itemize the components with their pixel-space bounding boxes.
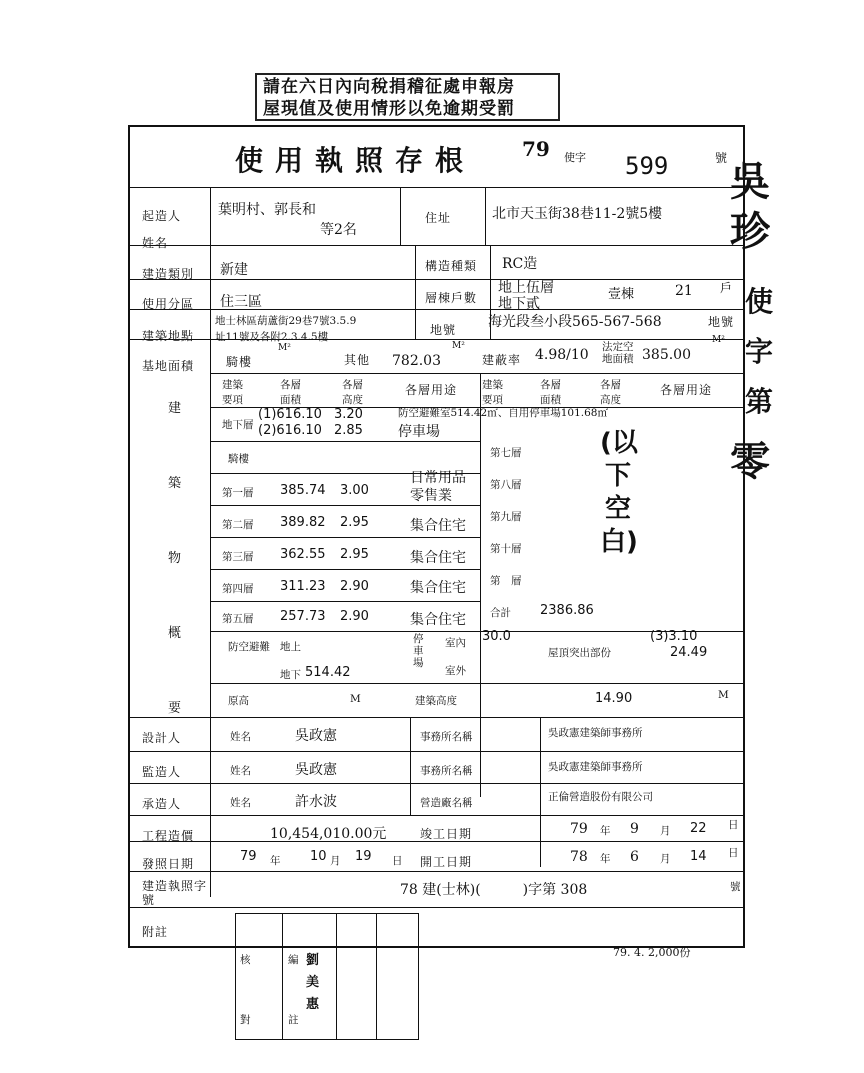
total-value: 2386.86 [540,603,594,618]
blank-note: (以下空白) [600,428,638,557]
roof-label: 屋頂突出部份 [548,647,611,659]
completion-label: 竣工日期 [420,827,473,841]
rule [130,841,745,842]
rule [210,537,480,538]
designer-office: 吳政憲建築師事務所 [548,727,643,739]
nursing-label: 原高 [228,695,249,707]
floor-use-2: 零售業 [410,488,452,504]
arcade-label: 騎樓 [226,355,253,369]
floor-name: 第二層 [222,519,254,531]
supervisor-name: 吳政憲 [295,762,337,778]
floors-below: 地下貳 [498,296,540,312]
col-height-2: 各層高度 [600,379,621,406]
total-label: 合計 [490,607,511,619]
rule [282,914,283,1039]
floor-area: 385.74 [280,483,326,498]
rule [130,339,745,340]
rule [210,441,480,442]
rule [210,505,480,506]
m2-unit: M² [452,341,465,351]
designer-office-label: 事務所名稱 [420,731,473,743]
floor-height: 2.95 [340,547,369,562]
build-type-label: 建造類別 [142,267,195,281]
designer-label: 設計人 [142,731,182,745]
floor-use: 集合住宅 [410,550,466,566]
floors-label: 層棟戶數 [425,291,478,305]
floor-area: 311.23 [280,579,326,594]
rule [400,187,401,245]
right-floor: 第八層 [490,479,522,491]
legal-open-label: 法定空地面積 [602,341,634,365]
month-char: 月 [660,853,671,865]
floor-use: 日常用品 [410,470,466,486]
rule [415,245,416,339]
stamp-line-2: 屋現值及使用情形以免逾期受罰 [263,99,515,119]
form-title: 使用執照存根 [235,144,476,177]
floor-use: 防空避難室514.42㎡、自用停車場101.68㎡ [398,407,608,419]
roof-value: 24.49 [670,645,708,660]
floor-height: 2.90 [340,579,369,594]
margin-char-1: 吳 [730,158,770,205]
right-floor: 第七層 [490,447,522,459]
parking-indoor-value: 30.0 [482,629,511,644]
m2-unit: M² [278,343,291,353]
permit-value: 78 建(士林)( )字第 308 [400,882,588,898]
side-label-5: 要 [168,701,182,716]
col-height: 各層高度 [342,379,363,406]
floor-name: 第一層 [222,487,254,499]
start-day: 14 [690,849,707,864]
contractor-label: 承造人 [142,797,182,811]
m2-unit: M² [712,335,725,345]
rule [210,683,745,684]
issue-year: 79 [240,849,257,864]
year-char: 年 [600,853,611,865]
floor-name: 第三層 [222,551,254,563]
floor-use: 集合住宅 [410,580,466,596]
height-unit: M [718,689,729,701]
address-label: 住址 [425,211,452,225]
zoning-value: 住三區 [220,294,262,310]
day-char: 日 [392,855,403,867]
edit-label: 編註 [288,954,299,1026]
cost-label: 工程造價 [142,829,195,843]
supervisor-office: 吳政憲建築師事務所 [548,761,643,773]
col-use-2: 各層用途 [660,383,713,397]
unit-label: 戶 [720,281,734,295]
start-month: 6 [630,849,639,865]
margin-char-4: 字 [745,335,774,368]
parking-indoor: 室內 [445,637,466,649]
unit-count: 21 [675,283,693,299]
year-char: 年 [600,825,611,837]
land-label: 地號 [430,323,457,337]
rule [410,717,411,815]
floor-area: 362.55 [280,547,326,562]
rule [210,187,211,897]
right-floor: 第 層 [490,575,522,587]
rule [130,717,745,718]
floor-height: 3.00 [340,483,369,498]
rule [210,569,480,570]
permit-number: 599 [625,152,669,180]
hao-label: 號 [715,151,728,165]
shelter-below: 地下 [280,669,301,681]
build-type-value: 新建 [220,262,248,278]
year-char: 年 [270,855,281,867]
notes-label: 附註 [142,925,169,939]
reviewer-signature: 劉美惠 [306,953,320,1012]
rule [485,187,486,245]
building-count: 壹棟 [608,287,635,302]
col-elem: 建築要項 [222,379,243,406]
coverage-label: 建蔽率 [482,353,522,367]
shelter-above: 地上 [280,641,301,653]
rule [130,783,745,784]
issue-month: 10 [310,849,327,864]
floor-area: 257.73 [280,609,326,624]
zoning-label: 使用分區 [142,297,195,311]
completion-day: 22 [690,821,707,836]
rule [130,187,745,188]
height-label: 建築高度 [415,695,457,707]
col-use: 各層用途 [405,383,458,397]
review-box [235,913,419,1040]
floor-name: 騎樓 [228,453,249,465]
rule [130,309,745,310]
rule [130,871,745,872]
floor-name: 地下層 [222,419,254,431]
owner-label-1: 起造人 [142,209,182,223]
floor-use: 集合住宅 [410,518,466,534]
permit-hao: 號 [730,881,741,893]
floor-height: 2.85 [334,423,363,438]
permit-label: 建造執照字號 [142,879,208,907]
check-label: 核對 [240,954,251,1026]
parking-outdoor: 室外 [445,665,466,677]
floor-area: 389.82 [280,515,326,530]
margin-char-3: 使 [745,285,774,318]
shelter-label: 防空避難 [228,641,270,653]
other-label: 其他 [344,353,371,367]
cost-value: 10,454,010.00元 [270,826,387,842]
other-value: 782.03 [392,353,441,369]
rule [210,373,745,374]
site-address-2: 址11號及各附2.3.4.5樓 [215,331,329,343]
col-elem-2: 建築要項 [482,379,503,406]
side-label-3: 物 [168,551,182,566]
rule [130,907,745,908]
structure-label: 構造種類 [425,259,478,273]
rule [540,717,541,867]
col-area: 各層面積 [280,379,301,406]
rule [336,914,337,1039]
floor-use: 集合住宅 [410,612,466,628]
start-year: 78 [570,849,588,865]
coverage-value: 4.98/10 [535,347,589,363]
issue-label: 發照日期 [142,857,195,871]
supervisor-name-label: 姓名 [230,765,251,777]
contractor-office: 正倫營造股份有限公司 [548,791,653,803]
rule [130,279,745,280]
contractor-name: 許水波 [295,794,337,810]
right-floor: 第十層 [490,543,522,555]
margin-char-6: 零 [730,438,770,485]
site-label: 建築地點 [142,329,195,343]
use-permit-form [128,125,745,948]
height-value: 14.90 [595,691,633,706]
permit-year: 79 [522,137,550,161]
owner-label-2: 姓名 [142,236,169,250]
rule [480,373,481,797]
structure-value: RC造 [502,256,538,272]
floor-name: 第四層 [222,583,254,595]
start-label: 開工日期 [420,855,473,869]
legal-open-value: 385.00 [642,347,691,363]
floor-use-2: 停車場 [398,424,440,440]
col-area-2: 各層面積 [540,379,561,406]
right-floor: 第九層 [490,511,522,523]
month-char: 月 [330,855,341,867]
area-label: 基地面積 [142,359,195,373]
day-char: 日 [728,819,739,831]
nursing-unit: M [350,693,361,705]
rule [210,601,480,602]
margin-char-2: 珍 [730,208,770,255]
completion-month: 9 [630,821,639,837]
print-footer: 79. 4. 2,000份 [613,946,691,959]
floor-name: 第五層 [222,613,254,625]
shelter-below-value: 514.42 [305,665,351,680]
month-char: 月 [660,825,671,837]
rule [130,245,745,246]
floors-above: 地上伍層 [498,280,554,296]
rule [130,751,745,752]
land-value: 海光段叁小段565-567-568 [488,314,662,330]
floor-height: 2.90 [340,609,369,624]
floor-height: 2.95 [340,515,369,530]
roof-prefix: (3)3.10 [650,629,698,644]
day-char: 日 [728,847,739,859]
floor-area: (2)616.10 [258,423,322,438]
rule [376,914,377,1039]
owner-address: 北市天玉街38巷11-2號5樓 [492,206,663,222]
side-label-4: 概 [168,626,182,641]
reminder-stamp [255,73,560,121]
side-label-1: 建 [168,401,182,416]
issue-day: 19 [355,849,372,864]
use-char: 使字 [564,151,586,164]
contractor-name-label: 姓名 [230,797,251,809]
owner-names: 葉明村、郭長和 [218,202,316,218]
floor-area: (1)616.10 [258,407,322,422]
supervisor-label: 監造人 [142,765,182,779]
side-label-2: 築 [168,476,182,491]
parking-label: 停車場 [413,633,424,669]
land-unit: 地號 [708,315,735,329]
designer-name: 吳政憲 [295,728,337,744]
completion-year: 79 [570,821,588,837]
rule [130,815,745,816]
floor-height: 3.20 [334,407,363,422]
contractor-office-label: 營造廠名稱 [420,797,473,809]
site-address-1: 地士林區葫蘆街29巷7號3.5.9 [215,315,357,327]
supervisor-office-label: 事務所名稱 [420,765,473,777]
stamp-line-1: 請在六日內向稅捐稽征處申報房 [263,77,515,97]
margin-char-5: 第 [745,385,774,418]
owner-count: 等2名 [320,222,357,238]
designer-name-label: 姓名 [230,731,251,743]
